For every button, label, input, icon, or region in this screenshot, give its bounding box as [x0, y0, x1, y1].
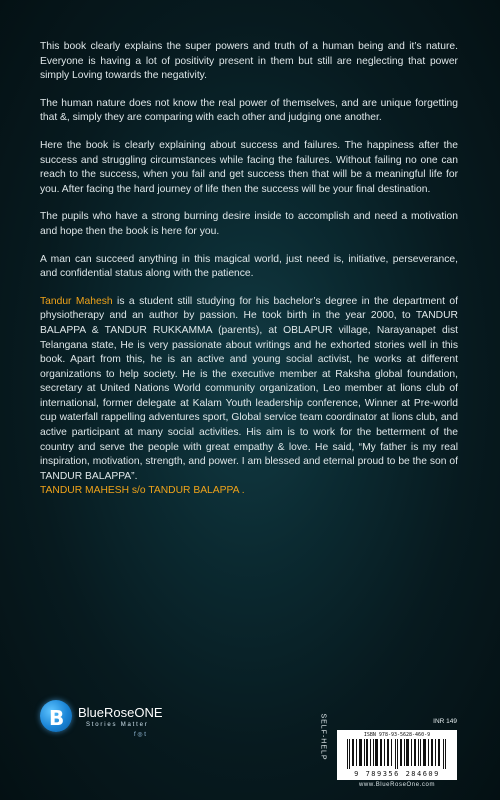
isbn-label: ISBN 978-93-5628-460-9: [363, 732, 431, 738]
publisher-logo-block: [40, 700, 190, 740]
author-signature: TANDUR MAHESH s/o TANDUR BALAPPA .: [40, 485, 245, 497]
back-cover-text: [40, 40, 458, 499]
publisher-logo-icon: [40, 700, 72, 732]
blurb-paragraph-2: The human nature does not know the real power of themselves, and are unique forgetting that &, simply they are comparing with each other and judging one another.: [40, 97, 458, 124]
author-bio-text: is a student still studying for his bachelor’s degree in the department of physiotherapy and an author by passion. He took birth in the year 2000, to TANDUR BALAPPA & TANDUR RUKKAMMA (parents), at OBLAPUR village, Narayanapet dist Telangana state, He is very passionate about writings and he exhorted stories well in this book. Apart from this, he is an active and young social activist, he works at different organizations to help society. He is the executive member at Raksha global foundation, secretary at United Nations World community organization, Leo member at lions club of international, former delegate at Kalam Youth leadership conference, Winner at Pre-world cup waterfall rappelling adventures sport, Global service team coordinator at lions club, and active participant at many social activities. His aim is to work for the betterment of the country and serve the people with great empathy & love. He said, “My father is my real inspiration, motivation, strength, and power. I am blessed and eternal proud to be the son of TANDUR BALAPPA”.: [40, 295, 458, 482]
blurb-paragraph-1: This book clearly explains the super powers and truth of a human being and it’s nature. Everyone is having a lot of positivity present in them but still are neglecting that power simply Loving towards the negativity.: [40, 41, 458, 82]
publisher-website: www.BlueRoseOne.com: [358, 782, 436, 788]
publisher-name: BlueRoseONE: [78, 705, 163, 720]
author-bio: [40, 295, 458, 485]
blurb-paragraph-4: The pupils who have a strong burning desire inside to accomplish and need a motivation and hope then the book is here for you.: [40, 211, 458, 237]
blurb-paragraph-3: Here the book is clearly explaining about success and failures. The happiness after the success and struggling circumstances while facing the failures. Without failing no one can reach to the success, when you fail and get success then that will be a meaningful life for you. After facing the hard journey of life then the success will be your final destination.: [40, 139, 458, 195]
blurb-paragraph-5: A man can succeed anything in this magical world, just need is, initiative, perseverance, and confidential status along with the patience.: [40, 253, 458, 280]
publisher-tagline: Stories Matter: [86, 722, 149, 728]
author-name: Tandur Mahesh: [40, 295, 113, 307]
category-text: SELF-HELP: [319, 713, 327, 761]
barcode-bars-icon: [345, 739, 449, 769]
isbn-number: 9 789356 284609: [354, 770, 440, 778]
category-label: [316, 705, 330, 769]
publisher-logo-letter: B: [49, 706, 65, 730]
price-label: INR 149: [433, 718, 457, 725]
social-icons: f ◎ t: [134, 732, 146, 738]
barcode: [337, 730, 457, 780]
